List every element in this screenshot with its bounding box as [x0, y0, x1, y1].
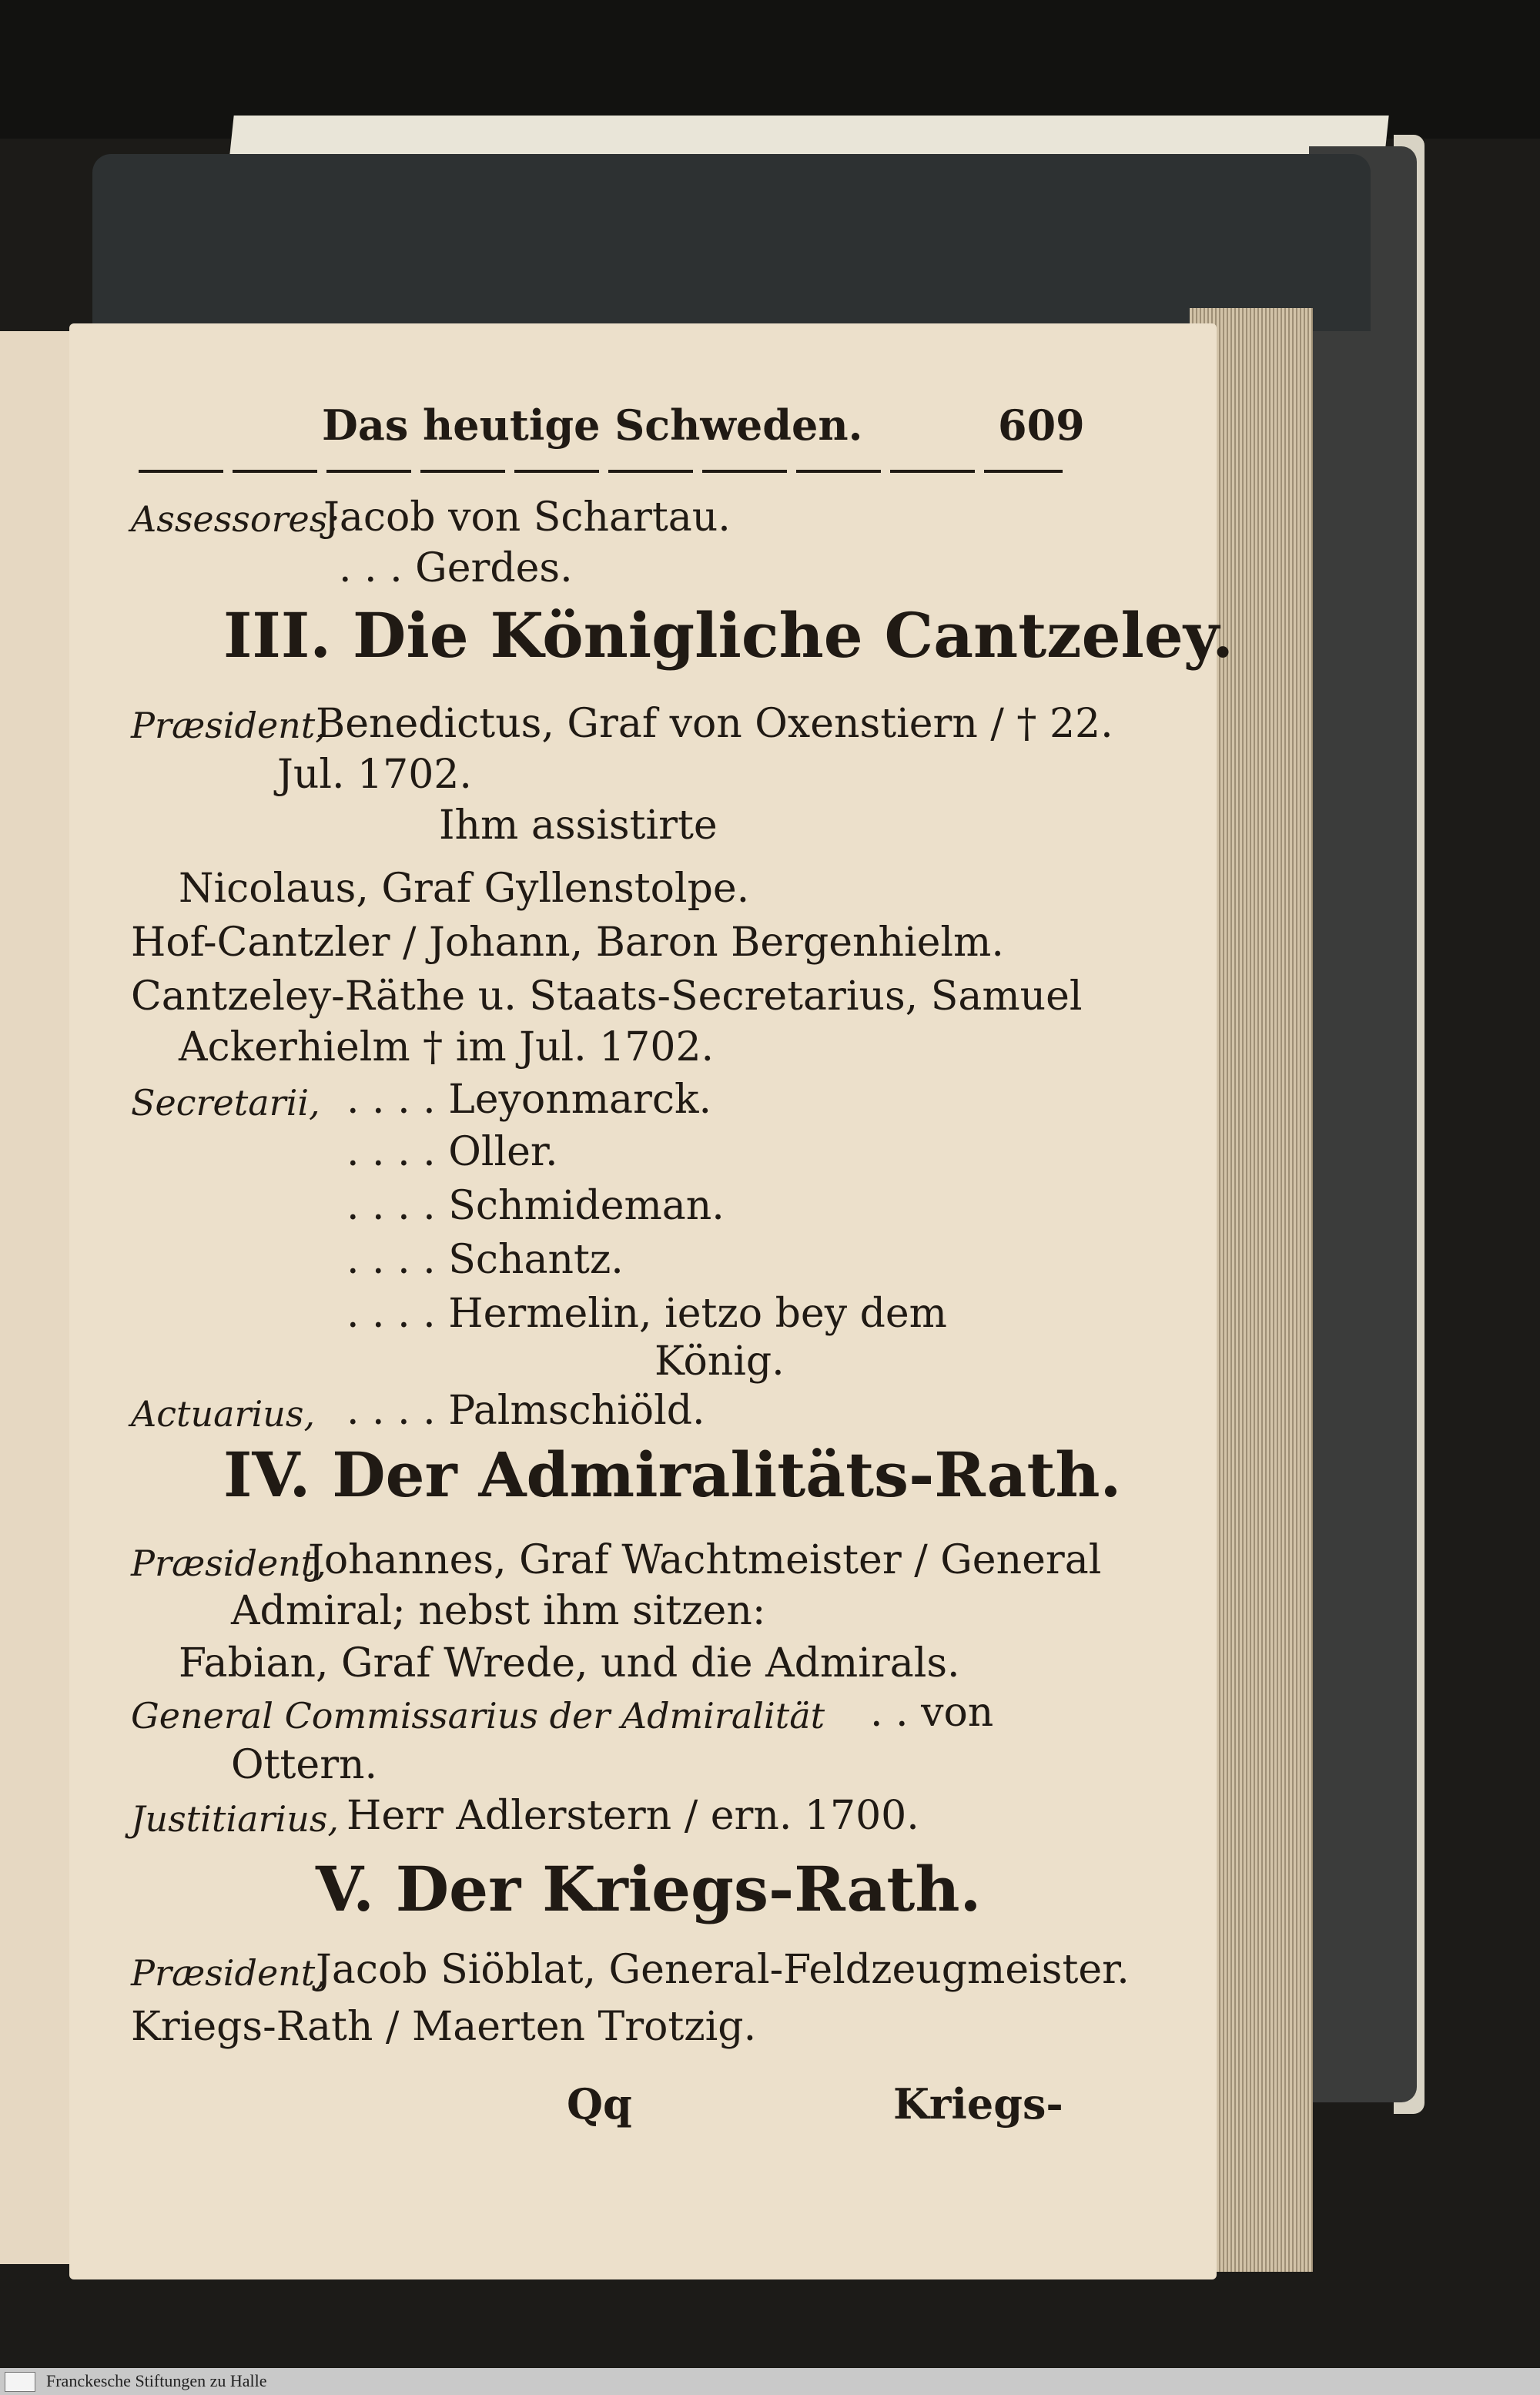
line-fabian: Fabian, Graf Wrede, und die Admirals.: [179, 1640, 960, 1687]
line-ackerhielm: Ackerhielm † im Jul. 1702.: [179, 1024, 715, 1070]
line-koenig: König.: [654, 1338, 785, 1385]
section-heading-5: V. Der Kriegs-Rath.: [316, 1853, 982, 1925]
line-hof-cantzler: Hof-Cantzler / Johann, Baron Bergenhielm.: [131, 919, 1004, 966]
line-hermelin: . . . . Hermelin, ietzo bey dem: [346, 1291, 947, 1337]
label-praesident-3: Præsident,: [131, 1952, 326, 1994]
page-number: 609: [998, 400, 1085, 450]
line-nicolaus: Nicolaus, Graf Gyllenstolpe.: [179, 866, 750, 912]
line-johannes: Johannes, Graf Wachtmeister / General: [308, 1537, 1102, 1583]
line-benedictus: Benedictus, Graf von Oxenstiern / † 22.: [316, 701, 1113, 747]
line-assessores: Jacob von Schartau.: [323, 494, 731, 541]
line-leyonmarck: . . . . Leyonmarck.: [346, 1077, 712, 1123]
label-secretarii: Secretarii,: [131, 1082, 320, 1124]
viewer-credit: Franckesche Stiftungen zu Halle: [46, 2371, 267, 2390]
line-siöblat: Jacob Siöblat, General-Feldzeugmeister.: [316, 1947, 1130, 1993]
line-kriegs-rath: Kriegs-Rath / Maerten Trotzig.: [131, 2004, 757, 2050]
label-general-commissarius: General Commissarius der Admiralität: [131, 1695, 825, 1737]
line-cantzeley-raethe: Cantzeley-Räthe u. Staats-Secretarius, Samuel: [131, 973, 1083, 1020]
label-praesident-2: Præsident,: [131, 1543, 326, 1584]
line-gerdes: . . . Gerdes.: [339, 545, 573, 591]
book-top-edge: [92, 154, 1371, 331]
section-heading-3: III. Die Königliche Cantzeley.: [223, 599, 1234, 672]
label-actuarius: Actuarius,: [131, 1393, 316, 1435]
line-palmschiold: . . . . Palmschiöld.: [346, 1388, 705, 1434]
catchword: Kriegs-: [893, 2079, 1063, 2129]
line-oller: . . . . Oller.: [346, 1129, 558, 1175]
institution-logo-icon: [5, 2372, 35, 2392]
running-head: Das heutige Schweden.: [322, 400, 863, 450]
label-justitiarius: Justitiarius,: [131, 1798, 340, 1840]
line-admiral: Admiral; nebst ihm sitzen:: [231, 1588, 766, 1634]
line-schmideman: . . . . Schmideman.: [346, 1183, 725, 1229]
line-jul-1702: Jul. 1702.: [277, 752, 472, 798]
line-von: . . von: [870, 1690, 994, 1736]
line-ihm-assistirte: Ihm assistirte: [439, 802, 718, 849]
section-heading-4: IV. Der Admiralitäts-Rath.: [223, 1439, 1122, 1511]
left-page-edge: [0, 331, 79, 2264]
label-assessores: Assessores:: [131, 498, 340, 540]
line-ottern: Ottern.: [231, 1742, 378, 1788]
book-back-board: [1309, 146, 1417, 2102]
label-praesident-1: Præsident,: [131, 705, 326, 746]
line-adlerstern: Herr Adlerstern / ern. 1700.: [346, 1793, 919, 1839]
signature-mark: Qq: [567, 2079, 632, 2129]
line-schantz: . . . . Schantz.: [346, 1237, 624, 1283]
head-rule: [139, 470, 1063, 473]
